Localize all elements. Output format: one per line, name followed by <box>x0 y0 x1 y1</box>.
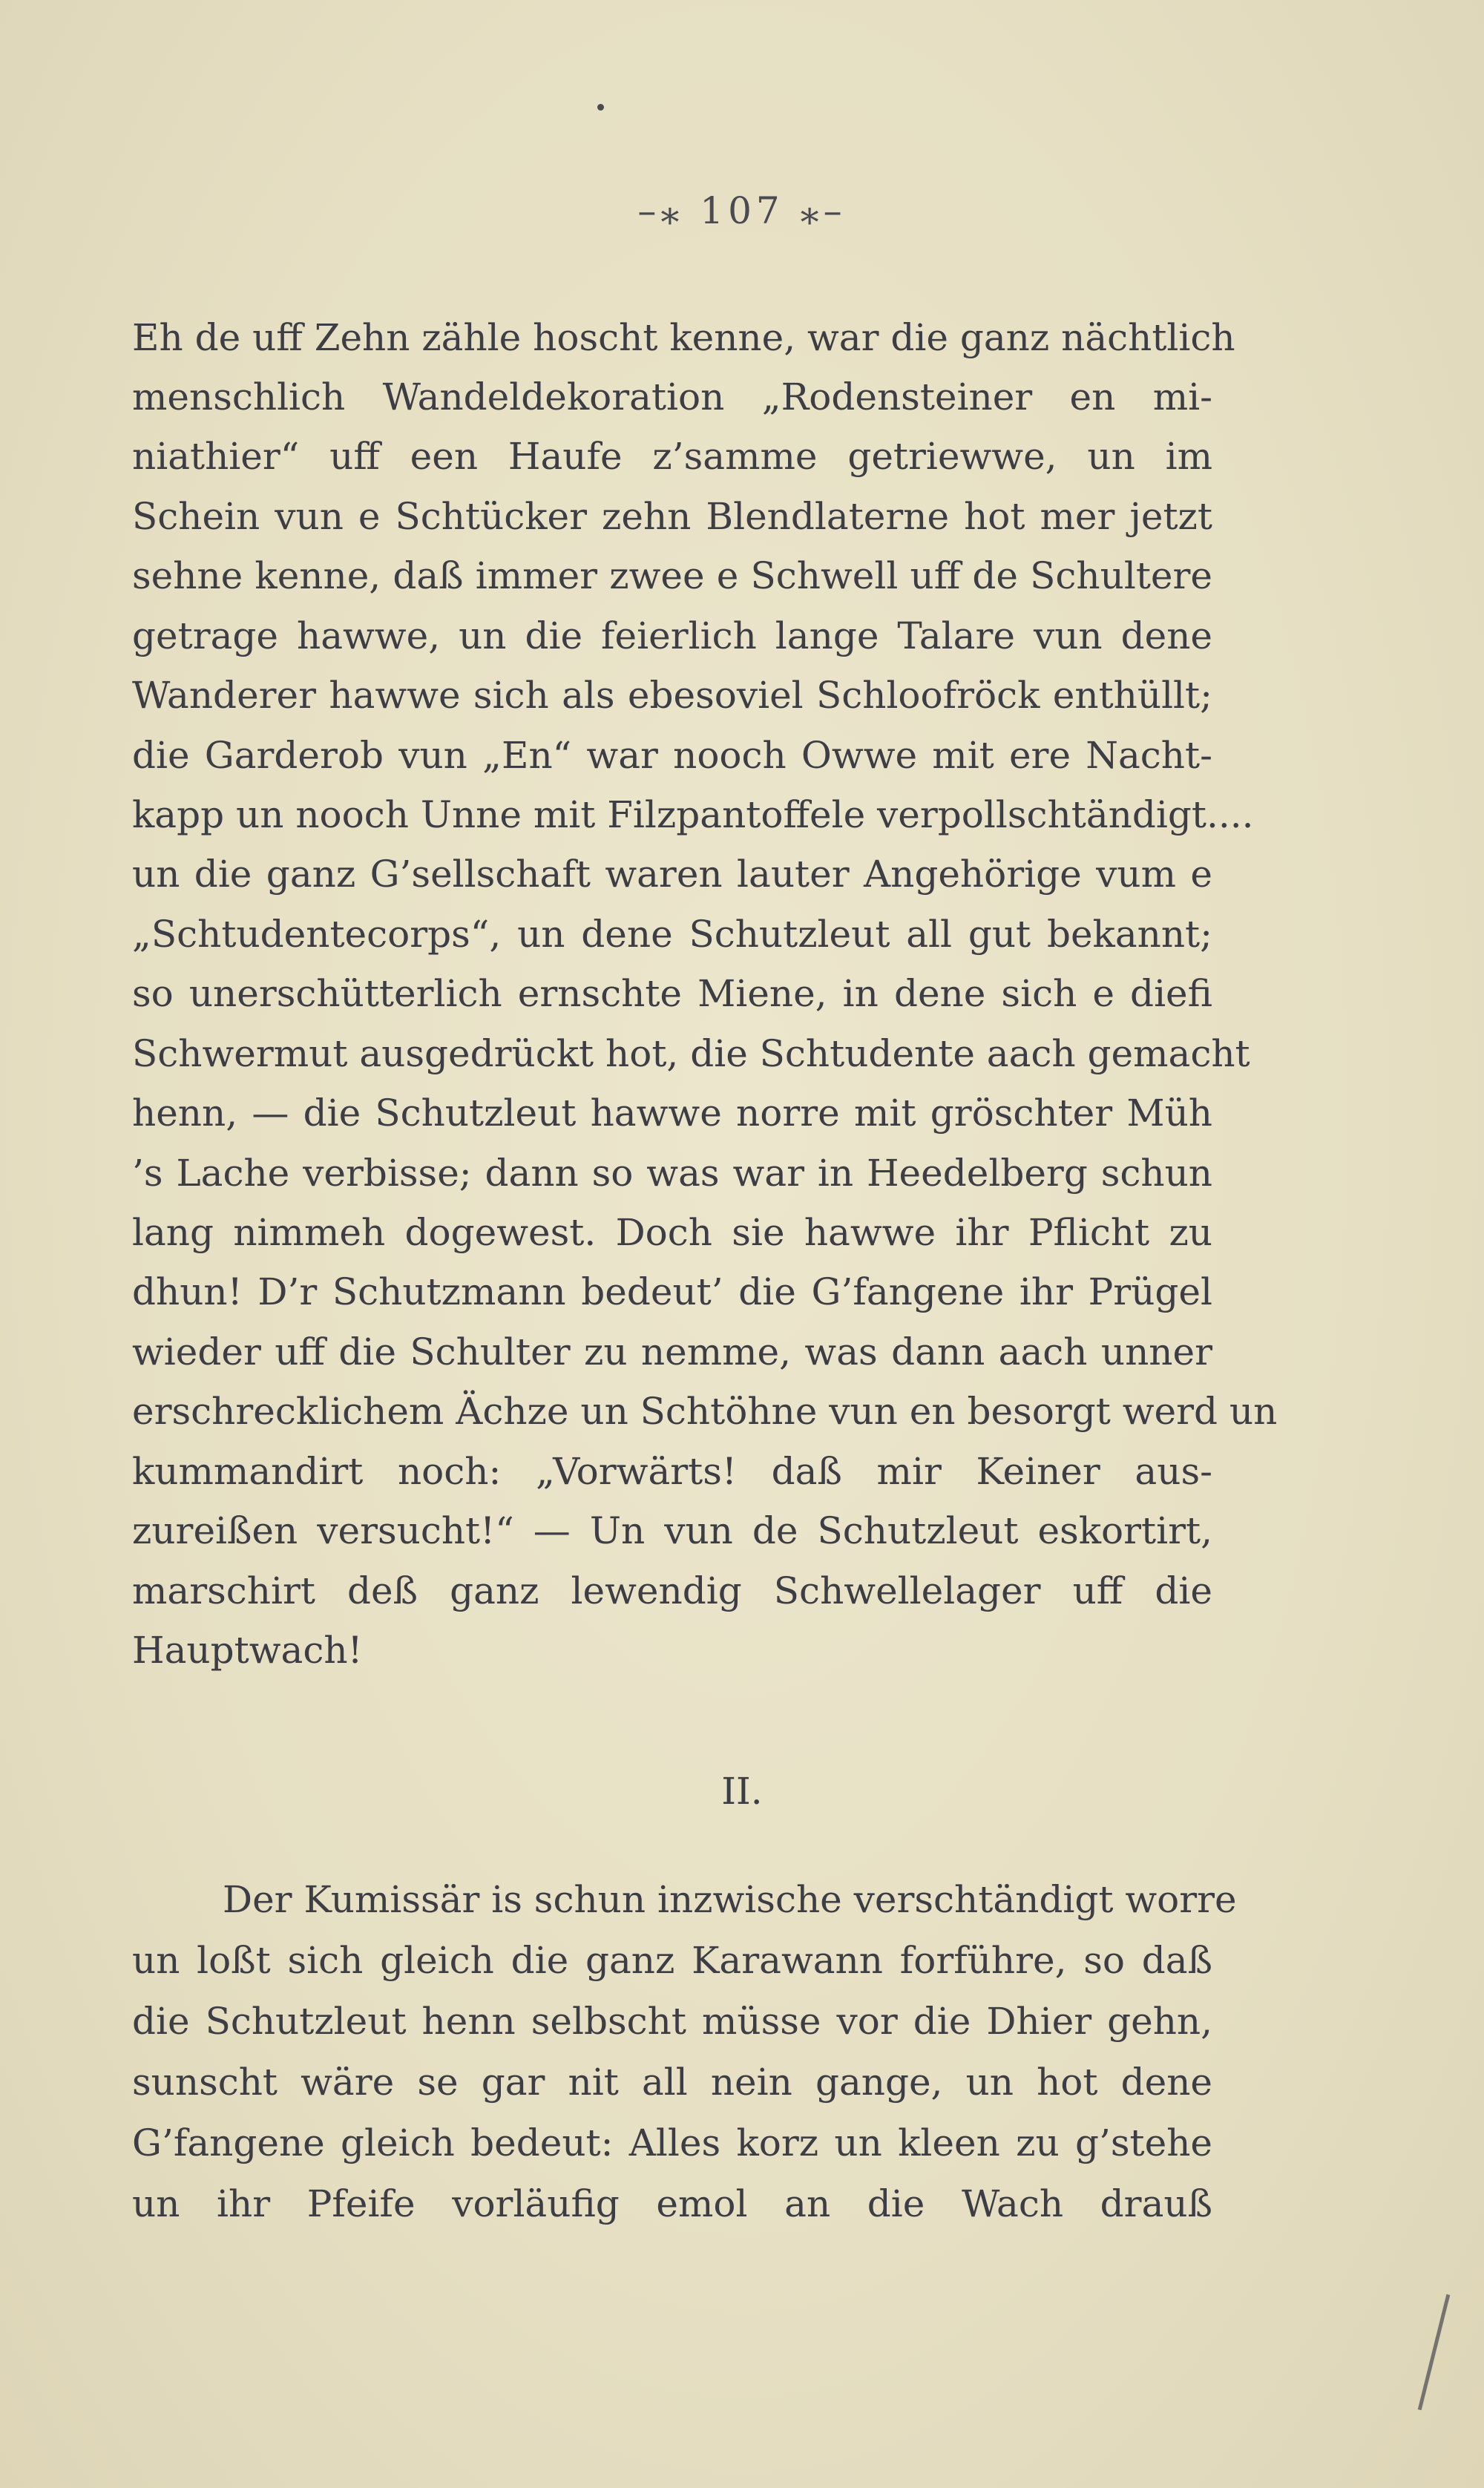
text-line: kummandirt noch: „Vorwärts! daß mir Keiner aus- <box>132 1450 1212 1493</box>
text-line: G’fangene gleich bedeut: Alles korz un kleen zu g’stehe <box>132 2121 1212 2164</box>
text-line: erschrecklichem Ächze un Schtöhne vun en besorgt werd un <box>132 1390 1278 1433</box>
text-line: die Garderob vun „En“ war nooch Owwe mit ere Nacht- <box>132 734 1212 777</box>
text-line: ’s Lache verbisse; dann so was war in Heedelberg schun <box>132 1152 1212 1195</box>
text-line: kapp un nooch Unne mit Filzpantoffele verpollschtändigt.... <box>132 793 1254 836</box>
section-heading: II. <box>721 1770 763 1813</box>
text-line: dhun! D’r Schutzmann bedeut’ die G’fangene ihr Prügel <box>132 1270 1212 1313</box>
text-line: niathier“ uff een Haufe z’samme getriewwe, un im <box>132 435 1212 478</box>
text-line: Schein vun e Schtücker zehn Blendlaterne hot mer jetzt <box>132 495 1212 538</box>
text-line: lang nimmeh dogewest. Doch sie hawwe ihr Pflicht zu <box>132 1211 1212 1254</box>
text-line: marschirt deß ganz lewendig Schwellelager uff die <box>132 1569 1212 1612</box>
text-line: zureißen versucht!“ — Un vun de Schutzleut eskortirt, <box>132 1509 1212 1552</box>
text-line: un loßt sich gleich die ganz Karawann forführe, so daß <box>132 1939 1212 1982</box>
text-line: Wanderer hawwe sich als ebesoviel Schloofröck enthüllt; <box>132 674 1212 717</box>
text-line: un ihr Pfeife vorläufig emol an die Wach drauß <box>132 2182 1212 2225</box>
ink-speck <box>597 104 604 111</box>
text-line: Eh de uff Zehn zähle hoscht kenne, war die ganz nächtlich <box>132 316 1235 359</box>
text-line: Hauptwach! <box>132 1629 363 1672</box>
text-line: menschlich Wandeldekoration „Rodensteiner en mi- <box>132 375 1212 419</box>
page-edge-mark <box>1418 2294 1451 2410</box>
text-line: wieder uff die Schulter zu nemme, was dann aach unner <box>132 1330 1212 1373</box>
text-line: un die ganz G’sellschaft waren lauter Angehörige vum e <box>132 853 1212 896</box>
text-line: so unerschütterlich ernschte Miene, in dene sich e diefi <box>132 972 1212 1015</box>
text-line: sunscht wäre se gar nit all nein gange, un hot dene <box>132 2061 1212 2104</box>
text-line: Der Kumissär is schun inzwische verschtändigt worre <box>223 1878 1237 1921</box>
text-line: die Schutzleut henn selbscht müsse vor die Dhier gehn, <box>132 2000 1212 2043</box>
text-line: henn, — die Schutzleut hawwe norre mit gröschter Müh <box>132 1092 1212 1135</box>
page-number-header: –⁎ 107 ⁎– <box>637 189 847 232</box>
text-line: Schwermut ausgedrückt hot, die Schtudente aach gemacht <box>132 1032 1250 1075</box>
text-line: getrage hawwe, un die feierlich lange Talare vun dene <box>132 614 1212 657</box>
text-line: sehne kenne, daß immer zwee e Schwell uff de Schultere <box>132 554 1212 597</box>
text-line: „Schtudentecorps“, un dene Schutzleut all gut bekannt; <box>132 913 1212 956</box>
